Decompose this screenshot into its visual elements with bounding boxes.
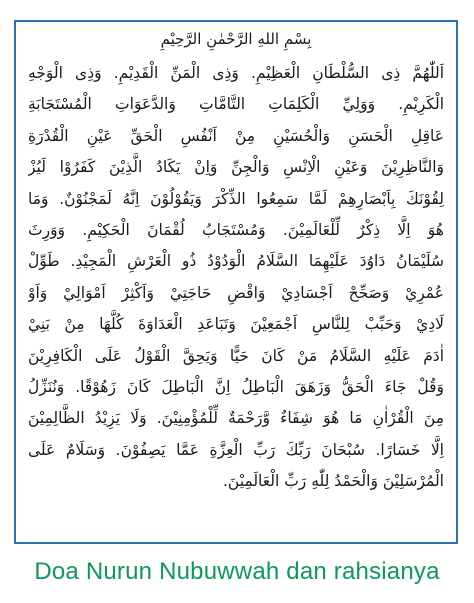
prayer-line: اَللّٰهُمَّ ذِى السُّلْطَانِ الْعَظِيْمِ. وَذِى الْمَنِّ الْقَدِيْمِ. وَذِى الْوَجْهِ <box>28 64 444 82</box>
prayer-line: عُمْرِيْ وَصَحِّحْ اَجْسَادِيْ وَاقْضِ حَاجَتِيْ وَاَكْثِرْ اَمْوَالِيْ وَاَوْ <box>28 283 444 302</box>
caption-title: Doa Nurun Nubuwwah dan rahsianya <box>34 558 440 585</box>
prayer-line: لِقُوْنَكَ بِاَبْصَارِهِمْ لَمَّا سَمِعُوا الذِّكْرَ وَيَقُوْلُوْنَ اِنَّهُ لَمَجْنُوْنٌ. وَمَا <box>28 189 444 208</box>
prayer-line: عَاقِلِ الْحَسَنِ وَالْحُسَيْنِ مِنْ اَنْفُسِ الْحَقِّ عَيْنِ الْقُدْرَةِ <box>28 126 444 145</box>
prayer-text <box>28 58 444 497</box>
prayer-line: هُوَ اِلَّا ذِكْرٌ لِّلْعَالَمِيْنَ. وَمُسْتَجَابُ لُقْمَانَ الْحَكِيْمِ. وَوَرِثَ <box>28 220 444 239</box>
prayer-line: سُلَيْمَانُ دَاوُدَ عَلَيْهِمَا السَّلَامُ الْوَدُوْدُ ذُو الْعَرْشِ الْمَجِيْدِ. طَوِّلْ <box>28 252 444 271</box>
prayer-line: مِنَ الْقُرْاٰنِ مَا هُوَ شِفَاءٌ وَّرَحْمَةٌ لِّلْمُؤْمِنِيْنَ. وَلَا يَزِيْدُ الظَّالِمِيْنَ <box>28 409 444 428</box>
basmalah-heading: بِسْمِ اللهِ الرَّحْمٰنِ الرَّحِيْمِ <box>160 30 312 48</box>
prayer-line: اِلَّا خَسَارًا. سُبْحَانَ رَبِّكَ رَبِّ الْعِزَّةِ عَمَّا يَصِفُوْنَ. وَسَلَامٌ عَلَى <box>28 440 444 459</box>
prayer-line: وَالنَّاظِرِيْنَ وَعَيْنِ الْاِنْسِ وَالْجِنِّ وَاِنْ يَكَادُ الَّذِيْنَ كَفَرُوْا لَيُزْ <box>28 158 444 177</box>
prayer-line: لَادِيْ وَحَبِّبْ لِلنَّاسِ اَجْمَعِيْنَ وَتَبَاعَدِ الْعَدَاوَةَ كُلَّهَا مِنْ بَنِيْ <box>28 315 444 334</box>
prayer-line: وَقُلْ جَاءَ الْحَقُّ وَزَهَقَ الْبَاطِلُ اِنَّ الْبَاطِلَ كَانَ زَهُوْقًا. وَنُنَزِّلُ <box>28 377 444 396</box>
prayer-line: الْمُرْسَلِيْنَ وَالْحَمْدُ لِلّٰهِ رَبِّ الْعَالَمِيْنَ. <box>222 472 444 491</box>
prayer-frame <box>14 20 458 544</box>
prayer-line: اٰدَمَ عَلَيْهِ السَّلَامُ مَنْ كَانَ حَيًّا وَيَحِقَّ الْقَوْلُ عَلَى الْكَافِرِيْنَ <box>28 346 444 365</box>
prayer-line: الْكَرِيْمِ. وَوَلِيِّ الْكَلِمَاتِ التَّامَّاتِ وَالدَّعَوَاتِ الْمُسْتَجَابَةِ <box>28 95 444 114</box>
